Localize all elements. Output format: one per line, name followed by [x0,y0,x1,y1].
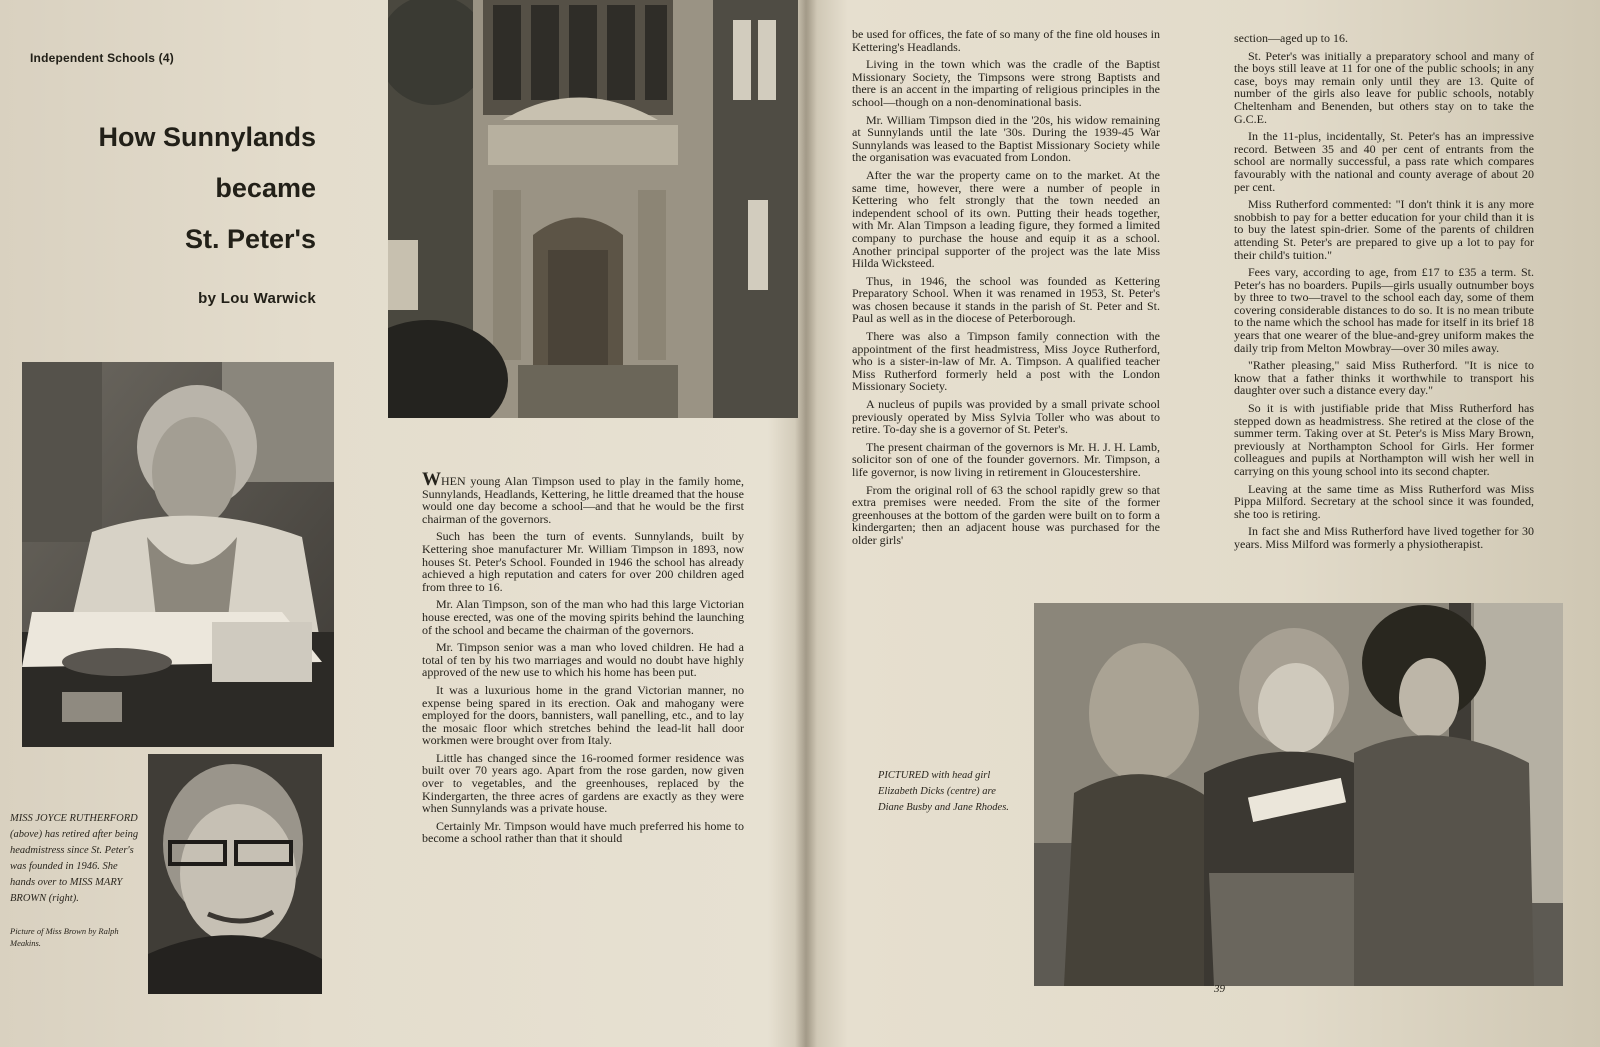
byline: by Lou Warwick [198,290,316,307]
caption-headmistress: MISS JOYCE RUTHERFORD (above) has retired after being headmistress since St. Peter's was founded in 1946. She hands over to MISS MARY BROWN (right). [10,813,139,904]
series-label: Independent Schools (4) [30,51,174,65]
drop-cap: W [422,469,441,490]
page-number: 39 [1214,983,1225,995]
column-2-paragraph: The present chairman of the governors is Mr. H. J. H. Lamb, solicitor son of one of the founder governors. Mr. Timpson, a life governor, is now living in retirement in Gloucestershire. [852,439,1160,479]
article-column-3 [1234,32,1534,556]
photo-credit: Picture of Miss Brown by Ralph Meakins. [10,926,119,948]
column-3-paragraph: Miss Rutherford commented: "I don't think it is any more snobbish to pay for a better education for your child than it is to buy the latest spin-drier. Some of the parents of children attending St. Peter's are prepared to give up a lot to pay for their child's tuition." [1234,197,1534,262]
column-3-paragraph: "Rather pleasing," said Miss Rutherford. "It is nice to know that a father thinks it worthwhile to transport his daughter over such a distance every day." [1234,358,1534,398]
column-3-paragraph: So it is with justifiable pride that Miss Rutherford has stepped down as headmistress. She retired at the close of the summer term. Taking over at St. Peter's is Miss Mary Brown, previously at Northampton School for Girls. Her former colleagues and pupils at Northampton will wish her well in carrying on this young school into its second chapter. [1234,401,1534,478]
article-column-2 [852,28,1160,552]
column-1-opening: HEN young Alan Timpson used to play in the family home, Sunnylands, Headlands, Kettering, he little dreamed that the house would one day become a school—and that he would be the first chairman of the governors. [422,474,744,526]
column-1-paragraph: Little has changed since the 16-roomed former residence was built over 70 years ago. Apart from the rose garden, now given over to vegetables, and the greenhouses, replaced by the Kindergarten, the three acres of gardens are exactly as they were when Sunnylands was a private house. [422,750,744,816]
column-1-paragraph: Such has been the turn of events. Sunnylands, built by Kettering shoe manufacturer Mr. William Timpson in 1893, now houses St. Peter's School. Founded in 1946 the school has already achieved a high reputation and caters for over 200 children aged from three to 16. [422,529,744,594]
column-2-paragraph: Mr. William Timpson died in the '20s, his widow remaining at Sunnylands until the late '30s. During the 1939-45 War Sunnylands was leased to the Baptist Missionary Society while the organisation was evacuated from London. [852,112,1160,165]
article-column-1 [422,469,744,850]
column-3-paragraph: In the 11-plus, incidentally, St. Peter's has an impressive record. Between 35 and 40 per cent of entrants from the school are normally successful, a pass rate which compares favourably with the national and county average of about 20 per cent. [1234,129,1534,194]
column-3-paragraph: In fact she and Miss Rutherford have lived together for 30 years. Miss Milford was formerly a physiotherapist. [1234,524,1534,551]
headline-line-3: St. Peter's [185,224,316,254]
column-1-paragraph: Mr. Timpson senior was a man who loved children. He had a total of ten by his two marriages and would no doubt have highly approved of the new use to which his home has been put. [422,640,744,680]
column-3-paragraph: St. Peter's was initially a preparatory school and many of the boys still leave at 11 for one of the public schools; in any case, boys may remain only until they are 13. Quite of number of the girls also leave for public schools, notably Cheltenham and Benenden, but others stay on to take the G.C.E. [1234,48,1534,126]
page-gutter [795,0,817,1047]
headline-line-1: How Sunnylands [98,122,316,152]
article-headline [20,112,316,265]
column-2-paragraph: Living in the town which was the cradle of the Baptist Missionary Society, the Timpsons were strong Baptists and there is an accent in the imparting of religious principles in the school—though on a non-denominational basis. [852,57,1160,109]
column-1-paragraph: It was a luxurious home in the grand Victorian manner, no expense being spared in its erection. Oak and mahogany were employed for the doors, bannisters, wall panelling, etc., and to lay the mosaic floor which stretches behind the lead-lit hall door workmen were brought over from Italy. [422,682,744,748]
column-3-paragraph: Leaving at the same time as Miss Rutherford was Miss Pippa Milford. Secretary at the school since it was founded, she too is retiring. [1234,481,1534,521]
column-2-paragraph: There was also a Timpson family connection with the appointment of the first headmistress, Miss Joyce Rutherford, who is a sister-in-law of Mr. A. Timpson. A qualified teacher Miss Rutherford formerly held a post with the London Missionary Society. [852,329,1160,394]
photo-school-doorway [388,0,798,418]
column-2-paragraph: After the war the property came on to the market. At the same time, however, there were a number of people in Kettering who felt strongly that the town needed an independent school of its own. Putting their heads together, with Mr. Alan Timpson a leading figure, they formed a limited company to purchase the house and equip it as a school. Another principal supporter of the project was the late Miss Hilda Wicksteed. [852,167,1160,271]
column-1-paragraph: Mr. Alan Timpson, son of the man who had this large Victorian house erected, was one of the moving spirits behind the launching of the school and became the chairman of the governors. [422,597,744,637]
photo-pupils [1034,603,1563,986]
column-2-paragraph: A nucleus of pupils was provided by a small private school previously operated by Miss Sylvia Toller who was about to retire. To-day she is a governor of St. Peter's. [852,397,1160,437]
column-3-paragraph: Fees vary, according to age, from £17 to £35 a term. St. Peter's has no boarders. Pupils—girls usually outnumber boys by three to two—travel to the school each day, some of them covering considerable distances to do so. It is no mean tribute to the name which the school has made for itself in its brief 18 years that one wearer of the blue-and-grey uniform makes the daily trip from Melton Mowbray—over 30 miles away. [1234,265,1534,355]
column-3-lead: section—aged up to 16. [1234,31,1348,45]
photo-rutherford-at-desk [22,362,334,747]
column-2-paragraph: From the original roll of 63 the school rapidly grew so that extra premises were needed. From the site of the former greenhouses at the bottom of the garden were built on to form a kindergarten; then an adjacent house was purchased for the older girls' [852,482,1160,547]
caption-pupils: PICTURED with head girl Elizabeth Dicks (centre) are Diane Busby and Jane Rhodes. [878,770,1009,813]
column-1-first-paragraph [422,469,744,526]
column-2-paragraph: Thus, in 1946, the school was founded as Kettering Preparatory School. When it was renamed in 1953, St. Peter's was chosen because it stands in the parish of St. Peter and St. Paul as well as in the diocese of Peterborough. [852,273,1160,326]
column-1-paragraph: Certainly Mr. Timpson would have much preferred his home to become a school rather than that it should [422,818,744,846]
headline-line-2: became [215,173,316,203]
column-2-lead: be used for offices, the fate of so many of the fine old houses in Kettering's Headlands. [852,27,1160,54]
photo-mary-brown [148,754,322,994]
